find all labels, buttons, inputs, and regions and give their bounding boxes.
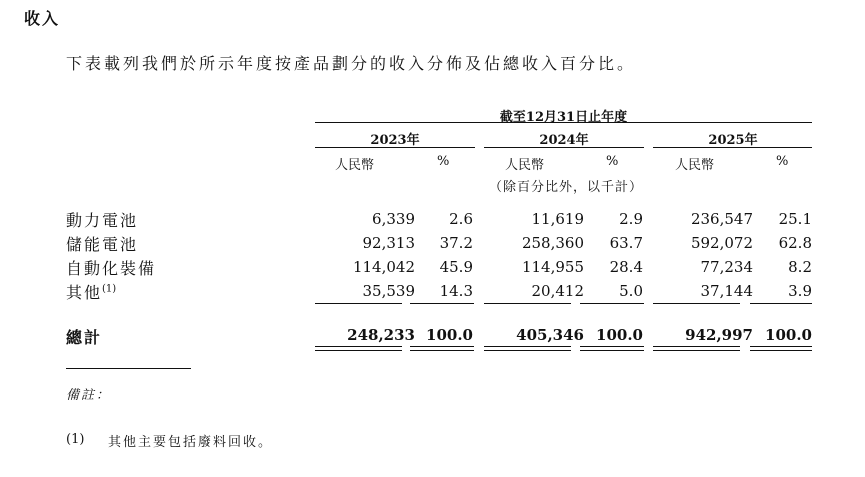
total-double-rule [580,346,644,351]
cell: 35,539 [362,282,415,300]
year-rule-2024 [484,147,644,148]
subtotal-rule [653,303,740,304]
cell: 592,072 [690,234,753,252]
year-rule-2025 [653,147,812,148]
row-label-text: 其他 [66,283,103,302]
cell: 45.9 [439,258,473,276]
row-label: 動力電池 [66,211,139,230]
cell: 3.9 [788,282,812,300]
cell: 2.9 [619,210,643,228]
subtotal-rule [580,303,644,304]
cell: 62.8 [778,234,812,252]
cell: 77,234 [700,258,753,276]
footnote-mark: (1) [66,432,85,447]
cell: 20,412 [531,282,584,300]
total-cell: 100.0 [765,326,812,344]
total-double-rule [484,346,571,351]
col-rmb-2023: 人民幣 [335,158,375,173]
subtotal-rule [750,303,812,304]
intro-paragraph: 下表載列我們於所示年度按產品劃分的收入分佈及佔總收入百分比。 [66,54,637,73]
cell: 25.1 [778,210,812,228]
total-double-rule [410,346,474,351]
col-rmb-2025: 人民幣 [675,158,715,173]
cell: 114,042 [352,258,415,276]
total-double-rule [750,346,812,351]
footnote-ref: (1) [102,283,117,295]
subtotal-rule [315,303,402,304]
total-cell: 100.0 [596,326,643,344]
cell: 6,339 [372,210,415,228]
notes-title: 備註： [66,388,112,403]
cell: 5.0 [619,282,643,300]
cell: 11,619 [531,210,584,228]
total-cell: 248,233 [347,326,415,344]
footnote-text: 其他主要包括廢料回收。 [108,435,274,450]
cell: 2.6 [449,210,473,228]
total-label: 總計 [66,328,103,347]
cell: 258,360 [521,234,584,252]
cell: 92,313 [362,234,415,252]
cell: 37,144 [700,282,753,300]
period-header: 截至12月31日止年度 [499,110,628,125]
col-pct-2023: % [437,154,450,169]
year-2024: 2024年 [539,133,589,148]
row-label: 自動化裝備 [66,259,157,278]
cell: 114,955 [521,258,584,276]
col-pct-2024: % [606,154,619,169]
period-rule [315,122,812,123]
cell: 14.3 [439,282,473,300]
unit-note: （除百分比外，以千計） [488,180,643,195]
total-double-rule [653,346,740,351]
subtotal-rule [484,303,571,304]
year-2025: 2025年 [708,133,758,148]
cell: 28.4 [609,258,643,276]
year-rule-2023 [315,147,475,148]
cell: 236,547 [690,210,753,228]
row-label-other [66,280,116,303]
row-label: 儲能電池 [66,235,139,254]
col-pct-2025: % [776,154,789,169]
total-double-rule [315,346,402,351]
col-rmb-2024: 人民幣 [505,158,545,173]
total-cell: 100.0 [426,326,473,344]
notes-divider [66,368,191,369]
section-title: 收入 [24,9,61,28]
cell: 63.7 [609,234,643,252]
cell: 37.2 [439,234,473,252]
cell: 8.2 [788,258,812,276]
total-cell: 942,997 [685,326,753,344]
year-2023: 2023年 [370,133,420,148]
total-cell: 405,346 [516,326,584,344]
subtotal-rule [410,303,474,304]
